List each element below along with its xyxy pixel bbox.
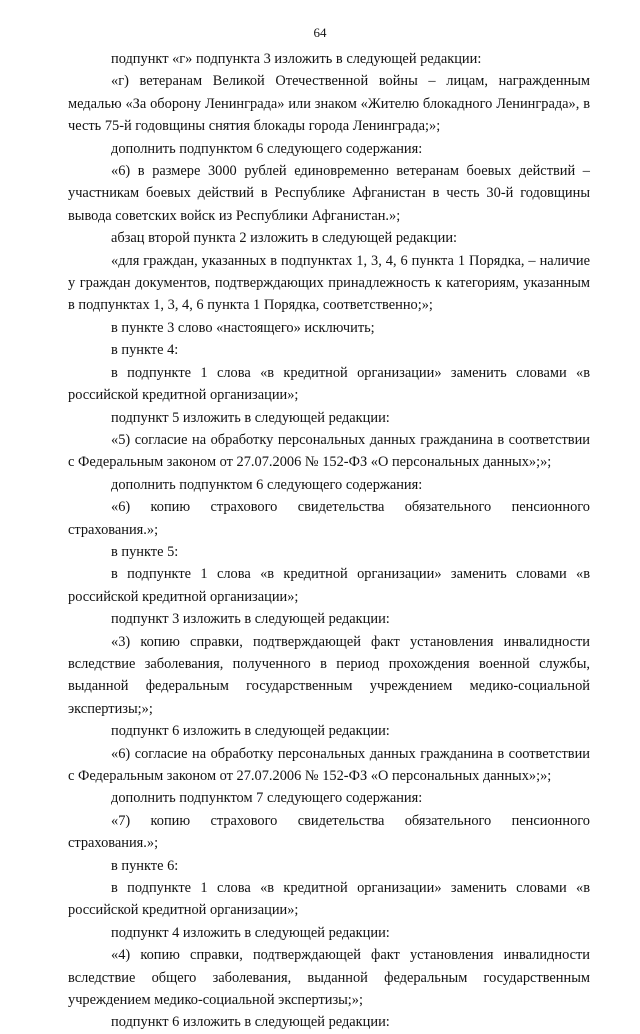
paragraph-14: в пункте 5:	[111, 543, 179, 560]
paragraph-18: подпункт 6 изложить в следующей редакции:	[111, 723, 390, 740]
paragraph-16: подпункт 3 изложить в следующей редакции:	[111, 611, 390, 628]
paragraph-25: «4) копию справки, подтверждающей факт установления инвалидности вследствие общего заболевания, выданной федеральным государственным учреждением медико-социальной экспертизы;»;	[68, 947, 590, 1009]
paragraph-7: в пункте 3 слово «настоящего» исключить;	[111, 319, 375, 336]
paragraph-26: подпункт 6 изложить в следующей редакции:	[111, 1014, 390, 1031]
paragraph-17: «3) копию справки, подтверждающей факт установления инвалидности вследствие заболевания, полученного в период прохождения военной службы, выданной федеральным государственным учреждением медико-социальной экспертизы;»;	[68, 633, 590, 717]
paragraph-19: «6) согласие на обработку персональных данных гражданина в соответствии с Федеральным законом от 27.07.2006 № 152-ФЗ «О персональных данных»;»;	[68, 745, 590, 784]
document-body	[68, 48, 590, 1034]
paragraph-6: «для граждан, указанных в подпунктах 1, 3, 4, 6 пункта 1 Порядка, – наличие у граждан документов, подтверждающих принадлежность к категориям, указанным в подпунктах 1, 3, 4, 6 пункта 1 Порядка, соответственно;»;	[68, 252, 590, 314]
paragraph-10: подпункт 5 изложить в следующей редакции:	[111, 409, 390, 426]
paragraph-15: в подпункте 1 слова «в кредитной организации» заменить словами «в российской кредитной организации»;	[68, 566, 590, 605]
page-number: 64	[313, 25, 327, 40]
paragraph-22: в пункте 6:	[111, 857, 179, 874]
paragraph-20: дополнить подпунктом 7 следующего содержания:	[111, 790, 423, 807]
paragraph-8: в пункте 4:	[111, 342, 179, 359]
paragraph-1: подпункт «г» подпункта 3 изложить в следующей редакции:	[111, 51, 482, 67]
paragraph-4: «6) в размере 3000 рублей единовременно ветеранам боевых действий – участникам боевых действий в Республике Афганистан в честь 30-й годовщины вывода советских войск из Республики Афганистан.»;	[68, 163, 590, 224]
paragraph-12: дополнить подпунктом 6 следующего содержания:	[111, 476, 423, 493]
paragraph-24: подпункт 4 изложить в следующей редакции:	[111, 924, 390, 941]
paragraph-11: «5) согласие на обработку персональных данных гражданина в соответствии с Федеральным законом от 27.07.2006 № 152-ФЗ «О персональных данных»;»;	[68, 431, 590, 471]
paragraph-9: в подпункте 1 слова «в кредитной организации» заменить словами «в российской кредитной организации»;	[68, 364, 590, 404]
paragraph-21: «7) копию страхового свидетельства обязательного пенсионного страхования.»;	[68, 812, 590, 852]
paragraph-5: абзац второй пункта 2 изложить в следующей редакции:	[111, 230, 458, 247]
paragraph-2: «г) ветеранам Великой Отечественной войны – лицам, награжденным медалью «За оборону Ленинграда» или знаком «Жителю блокадного Ленинграда», в честь 75-й годовщины снятия блокады города Ленинграда;»;	[68, 73, 590, 135]
paragraph-13: «6) копию страхового свидетельства обязательного пенсионного страхования.»;	[68, 499, 590, 538]
paragraph-23: в подпункте 1 слова «в кредитной организации» заменить словами «в российской кредитной организации»;	[68, 880, 590, 919]
paragraph-3: дополнить подпунктом 6 следующего содержания:	[111, 140, 423, 157]
